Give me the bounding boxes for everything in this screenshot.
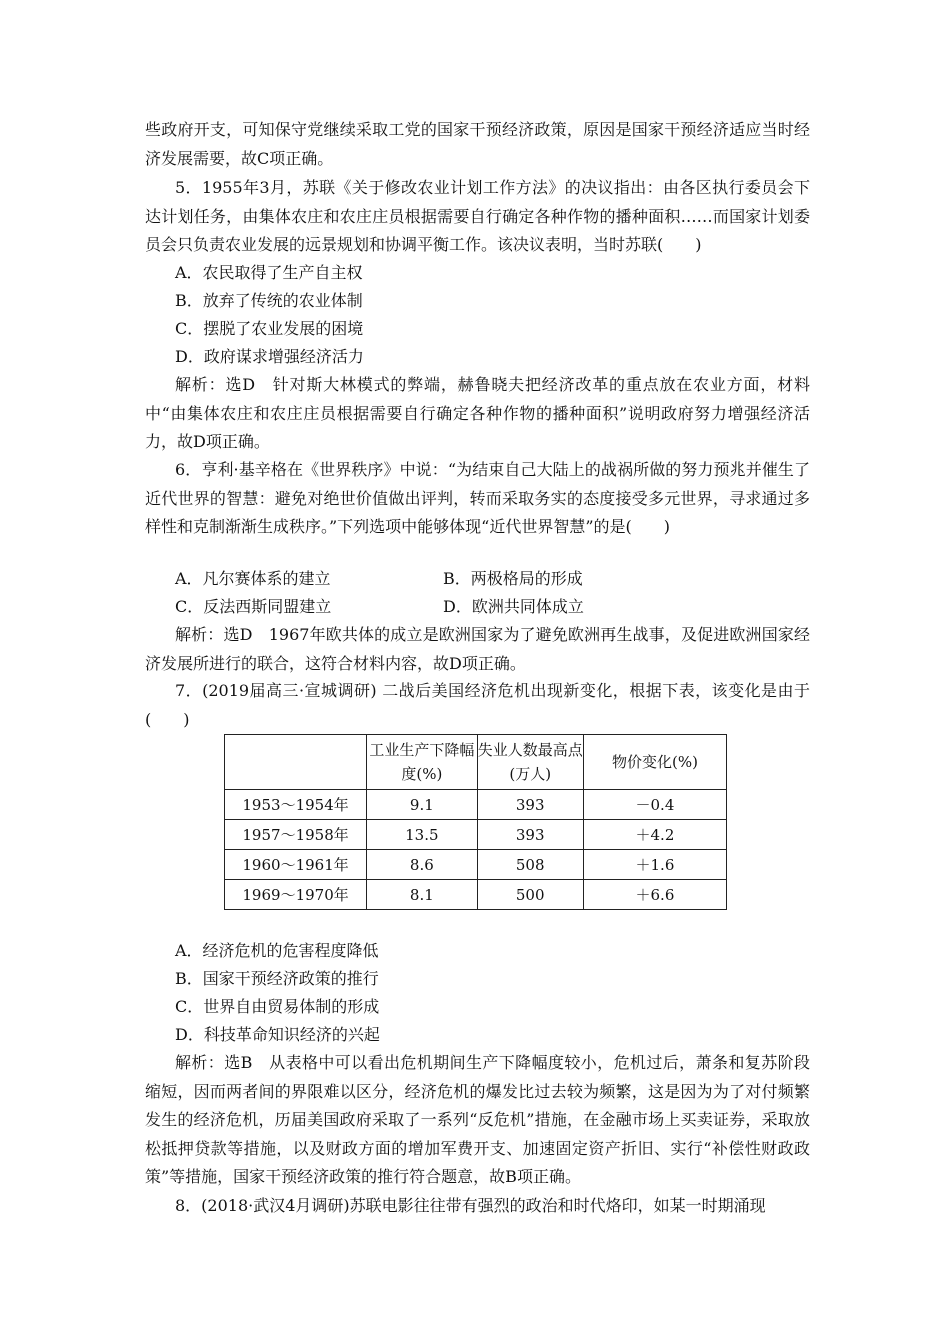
table-cell: ＋6.6 [583, 880, 726, 910]
economic-crisis-table [224, 734, 727, 910]
question-6-option-b: B．两极格局的形成 [443, 569, 583, 588]
table-cell: ＋4.2 [583, 820, 726, 850]
question-8-stem: 8．(2018·武汉4月调研)苏联电影往往带有强烈的政治和时代烙印，如某一时期涌现 [175, 1196, 766, 1215]
question-6-analysis: 解析：选D 1967年欧共体的成立是欧洲国家为了避免欧洲再生战事，及促进欧洲国家经济发展所进行的联合，这符合材料内容，故D项正确。 [145, 625, 810, 673]
question-7-option-c: C．世界自由贸易体制的形成 [175, 997, 380, 1016]
table-cell: 1969～1970年 [225, 880, 367, 910]
table-cell: 8.1 [367, 880, 477, 910]
question-5-stem: 5．1955年3月，苏联《关于修改农业计划工作方法》的决议指出：由各区执行委员会下达计划任务，由集体农庄和农庄庄员根据需要自行确定各种作物的播种面积……而国家计划委员会只负责农业发展的远景规划和协调平衡工作。该决议表明，当时苏联( ) [145, 178, 810, 254]
table-cell: 1960～1961年 [225, 850, 367, 880]
table-cell: 393 [477, 820, 583, 850]
question-7-analysis: 解析：选B 从表格中可以看出危机期间生产下降幅度较小，危机过后，萧条和复苏阶段缩短，因而两者间的界限难以区分，经济危机的爆发比过去较为频繁，这是因为为了对付频繁发生的经济危机，历届美国政府采取了一系列“反危机”措施，在金融市场上买卖证券，采取放松抵押贷款等措施，以及财政方面的增加军费开支、加速固定资产折旧、实行“补偿性财政政策”等措施，国家干预经济政策的推行符合题意，故B项正确。 [145, 1053, 810, 1186]
table-row [225, 820, 727, 850]
table-header-cell: 物价变化(%) [583, 735, 726, 790]
question-6-stem: 6．亨利·基辛格在《世界秩序》中说：“为结束自己大陆上的战祸所做的努力预兆并催生了近代世界的智慧：避免对绝世价值做出评判，转而采取务实的态度接受多元世界，寻求通过多样性和克制渐渐生成秩序。”下列选项中能够体现“近代世界智慧”的是( ) [145, 460, 810, 536]
table-header-cell: 工业生产下降幅度(%) [367, 735, 477, 790]
question-7-option-b: B．国家干预经济政策的推行 [175, 969, 379, 988]
question-6-option-d: D．欧洲共同体成立 [443, 597, 584, 616]
table-header-row [225, 735, 727, 790]
table-row [225, 880, 727, 910]
table-row [225, 790, 727, 820]
question-5-analysis: 解析：选D 针对斯大林模式的弊端，赫鲁晓夫把经济改革的重点放在农业方面，材料中“由集体农庄和农庄庄员根据需要自行确定各种作物的播种面积”说明政府努力增强经济活力，故D项正确。 [145, 375, 810, 451]
question-6-option-c: C．反法西斯同盟建立 [175, 597, 332, 616]
table-cell: 8.6 [367, 850, 477, 880]
question-7-stem: 7．(2019届高三·宣城调研) 二战后美国经济危机出现新变化，根据下表，该变化是由于( ) [145, 681, 810, 729]
question-5-option-c: C．摆脱了农业发展的困境 [175, 319, 364, 338]
table-row [225, 850, 727, 880]
table-cell: 1953～1954年 [225, 790, 367, 820]
previous-answer-continuation: 些政府开支，可知保守党继续采取工党的国家干预经济政策，原因是国家干预经济适应当时经济发展需要，故C项正确。 [145, 120, 810, 168]
table-cell: －0.4 [583, 790, 726, 820]
table-cell: 9.1 [367, 790, 477, 820]
question-5-option-a: A．农民取得了生产自主权 [175, 263, 363, 282]
question-5-option-d: D．政府谋求增强经济活力 [175, 347, 364, 366]
question-7-option-d: D．科技革命知识经济的兴起 [175, 1025, 380, 1044]
table-cell: 500 [477, 880, 583, 910]
table-cell: 13.5 [367, 820, 477, 850]
table-cell: 1957～1958年 [225, 820, 367, 850]
table-cell: 508 [477, 850, 583, 880]
table-header-cell: 失业人数最高点(万人) [477, 735, 583, 790]
question-6-option-a: A．凡尔赛体系的建立 [175, 569, 331, 588]
table-header-cell [225, 735, 367, 790]
question-5-option-b: B．放弃了传统的农业体制 [175, 291, 363, 310]
question-7-option-a: A．经济危机的危害程度降低 [175, 941, 379, 960]
table-cell: 393 [477, 790, 583, 820]
table-cell: ＋1.6 [583, 850, 726, 880]
